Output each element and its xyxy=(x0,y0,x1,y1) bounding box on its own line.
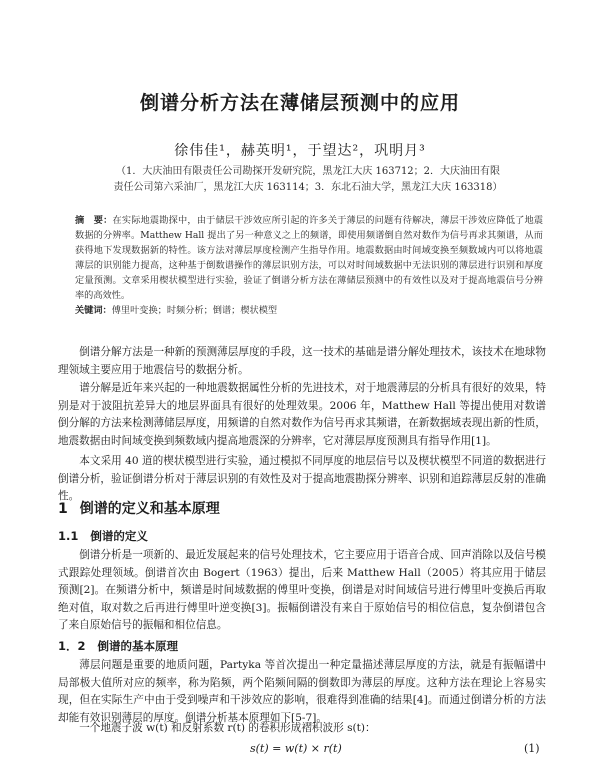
equation-number: (1) xyxy=(524,742,540,755)
subsection-number: 1．2 xyxy=(58,639,86,653)
abstract-text: 在实际地震勘探中，由于储层干涉效应所引起的许多关于薄层的问题有待解决，薄层干涉效应降低了地震数据的分辨率。Matthew Hall 提出了另一种意义之上的频谱，即使用频谱倒自然对数作为信号再求其频谱，从而获得地下发现数据新的特性。该方法对薄层厚度检测产生指导作用。地震数据由时间域变换至频数域内可以将地震薄层的识别能力提高，这种基于倒数谱操作的薄层识别方法，可以对时间域数据中无法识别的薄层进行识别和厚度定量预测。文章采用楔状模型进行实验，验证了倒谱分析方法在薄储层预测中的有效性以及对于提高地震信号分辨率的高效性。 xyxy=(75,215,544,301)
section-title: 倒谱的定义和基本原理 xyxy=(79,501,220,517)
subsection-number: 1.1 xyxy=(58,529,79,543)
intro-paragraph-1: 倒谱分解方法是一种新的预测薄层厚度的手段，这一技术的基础是谱分解处理技术，该技术在地球物理领域主要应用于地震信号的数据分析。 xyxy=(58,346,546,376)
author-list: 徐伟佳¹，赫英明¹，于望达²，巩明月³ xyxy=(174,143,426,159)
section-1-1-paragraph: 倒谱分析是一项新的、最近发展起来的信号处理技术，它主要应用于语音合成、回声消除以及信号模式跟踪处理领域。倒谱首次由 Bogert（1963）提出，后来 Matthew Hall（2005）将其应用于储层预测[2]。在频谱分析中，频谱是时间域数据的傅里叶变换，倒谱是对时间域信号进行傅里叶变换后再取绝对值，取对数之后再进行傅里叶逆变换[3]。振幅倒谱没有来自于原始信号的相位信息，复杂倒谱包含了来自原始信号的振幅和相位信息。 xyxy=(58,549,546,631)
subsection-title: 倒谱的定义 xyxy=(90,529,148,543)
keywords: 傅里叶变换；时频分析；倒谱；楔状模型 xyxy=(111,305,278,316)
intro-paragraph-3: 本文采用 40 道的楔状模型进行实验，通过模拟不同厚度的地层信号以及楔状模型不同道的数据进行倒谱分析，验证倒谱分析对于薄层识别的有效性及对于提高地震勘探分辨率、识别和追踪薄层反射的准确性。 xyxy=(58,455,546,502)
intro-paragraph-2: 谱分解是近年来兴起的一种地震数据属性分析的先进技术，对于地震薄层的分析具有很好的效果，特别是对于波阻抗差异大的地层界面具有很好的处理效果。2006 年，Matthew Hall 等提出使用对数谱倒分解的方法来检测薄储层厚度，用频谱的自然对数作为信号再求其频谱，在新数据域表现出新的性质，地震数据由时间域变换到频数域内提高地震深的分辨率，它对薄层厚度预测具有指导作用[1]。 xyxy=(58,382,546,447)
affiliation-line-1: （1．大庆油田有限责任公司勘探开发研究院，黑龙江大庆 163712；2．大庆油田有限 xyxy=(115,166,501,177)
subsection-heading-1-1 xyxy=(58,528,148,544)
formula-intro: 一个地震子波 w(t) 和反射系数 r(t) 的卷积形成褶积波形 s(t)： xyxy=(79,722,376,734)
section-number: 1 xyxy=(58,501,68,517)
section-heading-1 xyxy=(58,498,220,518)
subsection-heading-1-2 xyxy=(58,638,178,654)
subsection-title: 倒谱的基本原理 xyxy=(97,639,179,653)
paper-title: 倒谱分析方法在薄储层预测中的应用 xyxy=(139,92,460,114)
affiliation-line-2: 责任公司第六采油厂，黑龙江大庆 163114；3．东北石油大学，黑龙江大庆 163318） xyxy=(113,182,503,193)
abstract-label: 摘 要： xyxy=(75,215,113,226)
abstract xyxy=(75,213,543,318)
equation-1: s(t) = w(t) × r(t) xyxy=(250,742,342,755)
keywords-label: 关键词： xyxy=(75,305,112,316)
section-1-2-paragraph: 薄层问题是重要的地质问题，Partyka 等首次提出一种定量描述薄层厚度的方法，就是有振幅谱中局部极大值所对应的频率，称为陷频，两个陷频间隔的倒数即为薄层的厚度。这种方法在理论上容易实现，但在实际生产中由于受到噪声和干涉效应的影响，很难得到准确的结果[4]。而通过倒谱分析的方法却能有效识别薄层的厚度。倒谱分析基本原理如下[5-7]。 xyxy=(58,659,546,724)
